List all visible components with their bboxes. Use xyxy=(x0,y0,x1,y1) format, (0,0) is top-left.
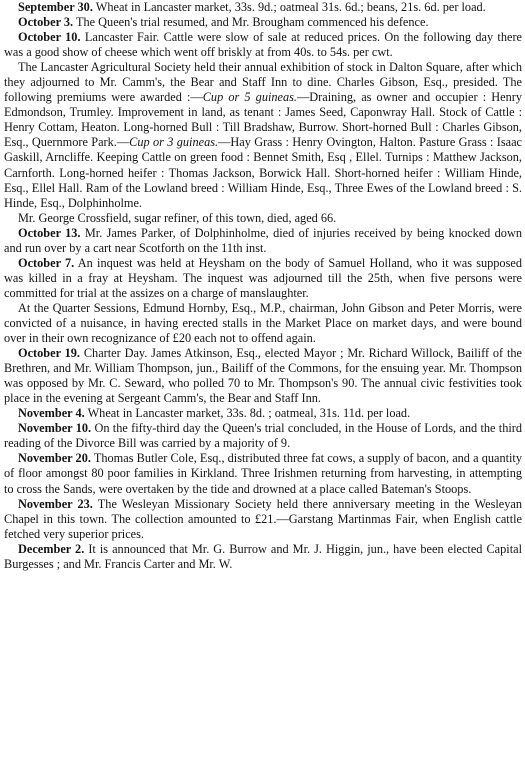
entry-oct-19 xyxy=(4,346,522,406)
entry-date: October 19. xyxy=(18,346,81,361)
entry-date: October 7. xyxy=(18,255,75,270)
entry-text: At the Quarter Sessions, Edmund Hornby, Esq., M.P., chairman, John Gibson and Peter Morris, were convicted of a nuisance, in having erected stalls in the Market Place on market days, and were bound over in their own recognizance of £20 each not to offend again. xyxy=(4,300,522,346)
entry-quarter-sessions xyxy=(4,301,522,346)
entry-text: Lancaster Fair. Cattle were slow of sale at reduced prices. On the following day there was a good show of cheese which went off briskly at from 40s. to 54s. per cwt. xyxy=(4,30,523,60)
entry-date: November 20. xyxy=(18,451,91,466)
entry-nov-10 xyxy=(4,421,522,451)
entry-date: November 4. xyxy=(18,406,85,421)
entry-text: An inquest was held at Heysham on the body of Samuel Holland, who it was supposed was killed in a fray at Heysham. The inquest was adjourned till the 25th, when five persons were committed for trial at the assizes on a charge of manslaughter. xyxy=(4,255,522,300)
entry-oct-3 xyxy=(4,15,522,30)
entry-text: Mr. George Crossfield, sugar refiner, of this town, died, aged 66. xyxy=(18,210,337,225)
premium-cup-5-guineas: Cup or 5 guineas. xyxy=(202,90,297,105)
entry-nov-4 xyxy=(4,406,522,421)
entry-date: October 13. xyxy=(18,225,81,240)
entry-text: It is announced that Mr. G. Burrow and Mr. J. Higgin, jun., have been elected Capital Burgesses ; and Mr. Francis Carter and Mr. W. xyxy=(4,541,522,571)
entry-text-part: The Lancaster Agricultural Society held their annual exhibition of stock in Dalton Square, after which they adjourned to Mr. Camm's, the Bear and Staff Inn to dine. Charles Gibson, Esq., presided. The following premiums were awarded :— xyxy=(4,60,522,105)
premium-cup-3-guineas: Cup or 3 guineas. xyxy=(129,135,219,150)
entry-text: Wheat in Lancaster market, 33s. 9d.; oatmeal 31s. 6d.; beans, 21s. 6d. per load. xyxy=(95,0,486,14)
entry-oct-10 xyxy=(4,30,522,60)
entry-text-part: —Draining, as owner and occupier : Henry Edmondson, Trumley. Improvement in land, as tenant : James Seed, Caponwray Hall. Stock of Cattle : Henry Cottam, Heaton. Long-horned Bull : Till Bradshaw, Burrow. Short-horned Bull : Charles Gibson, Esq., Quernmore Park.— xyxy=(4,90,522,150)
entry-date: November 23. xyxy=(18,496,93,511)
entry-date: November 10. xyxy=(18,421,92,436)
entry-date: October 3. xyxy=(18,15,74,30)
entry-text: The Wesleyan Missionary Society held there anniversary meeting in the Wesleyan Chapel in this town. The collection amounted to £21.—Garstang Martinmas Fair, when English cattle fetched very superior prices. xyxy=(4,496,522,541)
entry-nov-23 xyxy=(4,497,522,542)
entry-text: The Queen's trial resumed, and Mr. Brougham commenced his defence. xyxy=(75,15,429,30)
entry-dec-2 xyxy=(4,542,522,572)
entry-agricultural-society xyxy=(4,60,522,210)
entry-date: October 10. xyxy=(18,30,81,45)
entry-text: Mr. James Parker, of Dolphinholme, died of injuries received by being knocked down and run over by a cart near Scotforth on the 11th inst. xyxy=(4,225,522,255)
entry-date: December 2. xyxy=(18,541,85,556)
entry-text: Charter Day. James Atkinson, Esq., elected Mayor ; Mr. Richard Willock, Bailiff of the Brethren, and Mr. William Thompson, jun., Bailiff of the Commons, for the ensuing year. Mr. Thompson was opposed by Mr. C. Seward, who polled 70 to Mr. Thompson's 90. The annual civic festivities took place in the evening at Sergeant Camm's, the Bear and Staff Inn. xyxy=(4,346,522,406)
entry-oct-13 xyxy=(4,226,522,256)
entry-nov-20 xyxy=(4,451,522,496)
entry-text: Wheat in Lancaster market, 33s. 8d. ; oatmeal, 31s. 11d. per load. xyxy=(87,406,411,421)
entry-text-part: —Hay Grass : Henry Ovington, Halton. Pasture Grass : Isaac Gaskill, Arncliffe. Keeping Cattle on green food : Bennet Smith, Esq , Ellel. Turnips : Matthew Jackson, Carnforth. Long-horned heifer : Thomas Jackson, Borwick Hall. Short-horned heifer : William Hinde, Esq., Ellel Hall. Ram of the Lowland breed : William Hinde, Esq., Three Ewes of the Lowland breed : S. Hinde, Esq., Dolphinholme. xyxy=(4,135,522,210)
entry-date: September 30. xyxy=(18,0,93,14)
entry-sept-30 xyxy=(4,0,522,15)
entry-text: Thomas Butler Cole, Esq., distributed three fat cows, a supply of bacon, and a quantity of floor amongst 80 poor families in Kirkland. Three Irishmen returning from harvesting, in attempting to cross the Sands, were overtaken by the tide and drowned at a place called Bateman's Stoops. xyxy=(4,451,522,496)
entry-text: On the fifty-third day the Queen's trial concluded, in the House of Lords, and the third reading of the Divorce Bill was carried by a majority of 9. xyxy=(4,421,523,451)
entry-crossfield-death xyxy=(4,211,522,226)
entry-oct-7 xyxy=(4,256,522,301)
